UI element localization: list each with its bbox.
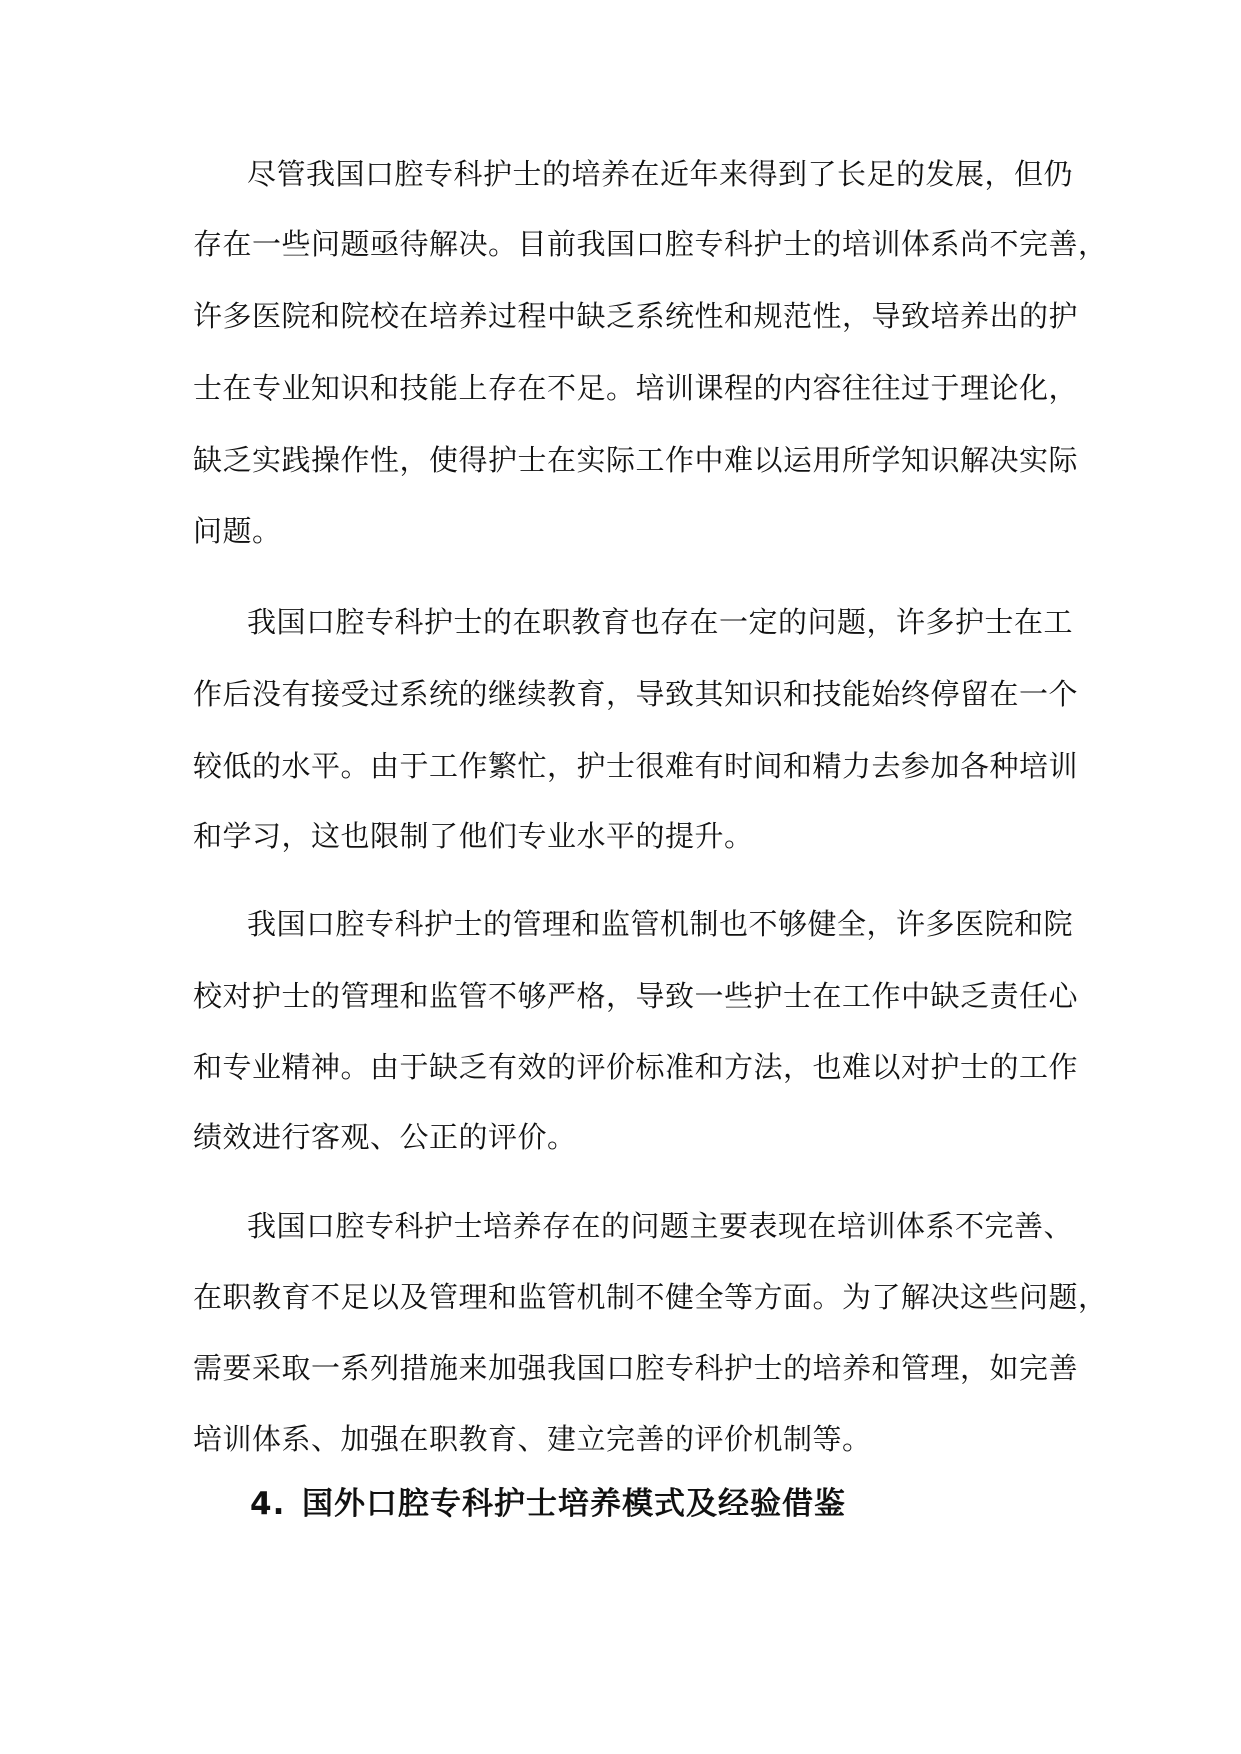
paragraph-line: 缺乏实践操作性，使得护士在实际工作中难以运用所学知识解决实际 [193,443,1079,477]
paragraph-line: 绩效进行客观、公正的评价。 [193,1120,577,1154]
paragraph-line: 士在专业知识和技能上存在不足。培训课程的内容往往过于理论化， [193,371,1079,405]
paragraph-line: 需要采取一系列措施来加强我国口腔专科护士的培养和管理，如完善 [193,1351,1079,1385]
paragraph-line: 我国口腔专科护士的在职教育也存在一定的问题，许多护士在工 [247,605,1074,639]
paragraph-line: 尽管我国口腔专科护士的培养在近年来得到了长足的发展，但仍 [247,157,1074,191]
paragraph-line: 在职教育不足以及管理和监管机制不健全等方面。为了解决这些问题， [193,1280,1108,1314]
paragraph-line: 校对护士的管理和监管不够严格，导致一些护士在工作中缺乏责任心 [193,979,1079,1013]
paragraph-line: 我国口腔专科护士的管理和监管机制也不够健全，许多医院和院 [247,907,1074,941]
paragraph-line: 培训体系、加强在职教育、建立完善的评价机制等。 [193,1422,872,1456]
paragraph-line: 作后没有接受过系统的继续教育，导致其知识和技能始终停留在一个 [193,677,1079,711]
section-title: 国外口腔专科护士培养模式及经验借鉴 [302,1486,846,1522]
paragraph-line: 和学习，这也限制了他们专业水平的提升。 [193,819,754,853]
paragraph-line: 和专业精神。由于缺乏有效的评价标准和方法，也难以对护士的工作 [193,1050,1079,1084]
paragraph-line: 我国口腔专科护士培养存在的问题主要表现在培训体系不完善、 [247,1209,1074,1243]
paragraph-line: 问题。 [193,514,282,548]
paragraph-line: 许多医院和院校在培养过程中缺乏系统性和规范性，导致培养出的护 [193,299,1079,333]
section-heading [250,1482,846,1526]
paragraph-line: 较低的水平。由于工作繁忙，护士很难有时间和精力去参加各种培训 [193,749,1079,783]
paragraph-line: 存在一些问题亟待解决。目前我国口腔专科护士的培训体系尚不完善， [193,227,1108,261]
section-number: 4. [250,1486,286,1522]
